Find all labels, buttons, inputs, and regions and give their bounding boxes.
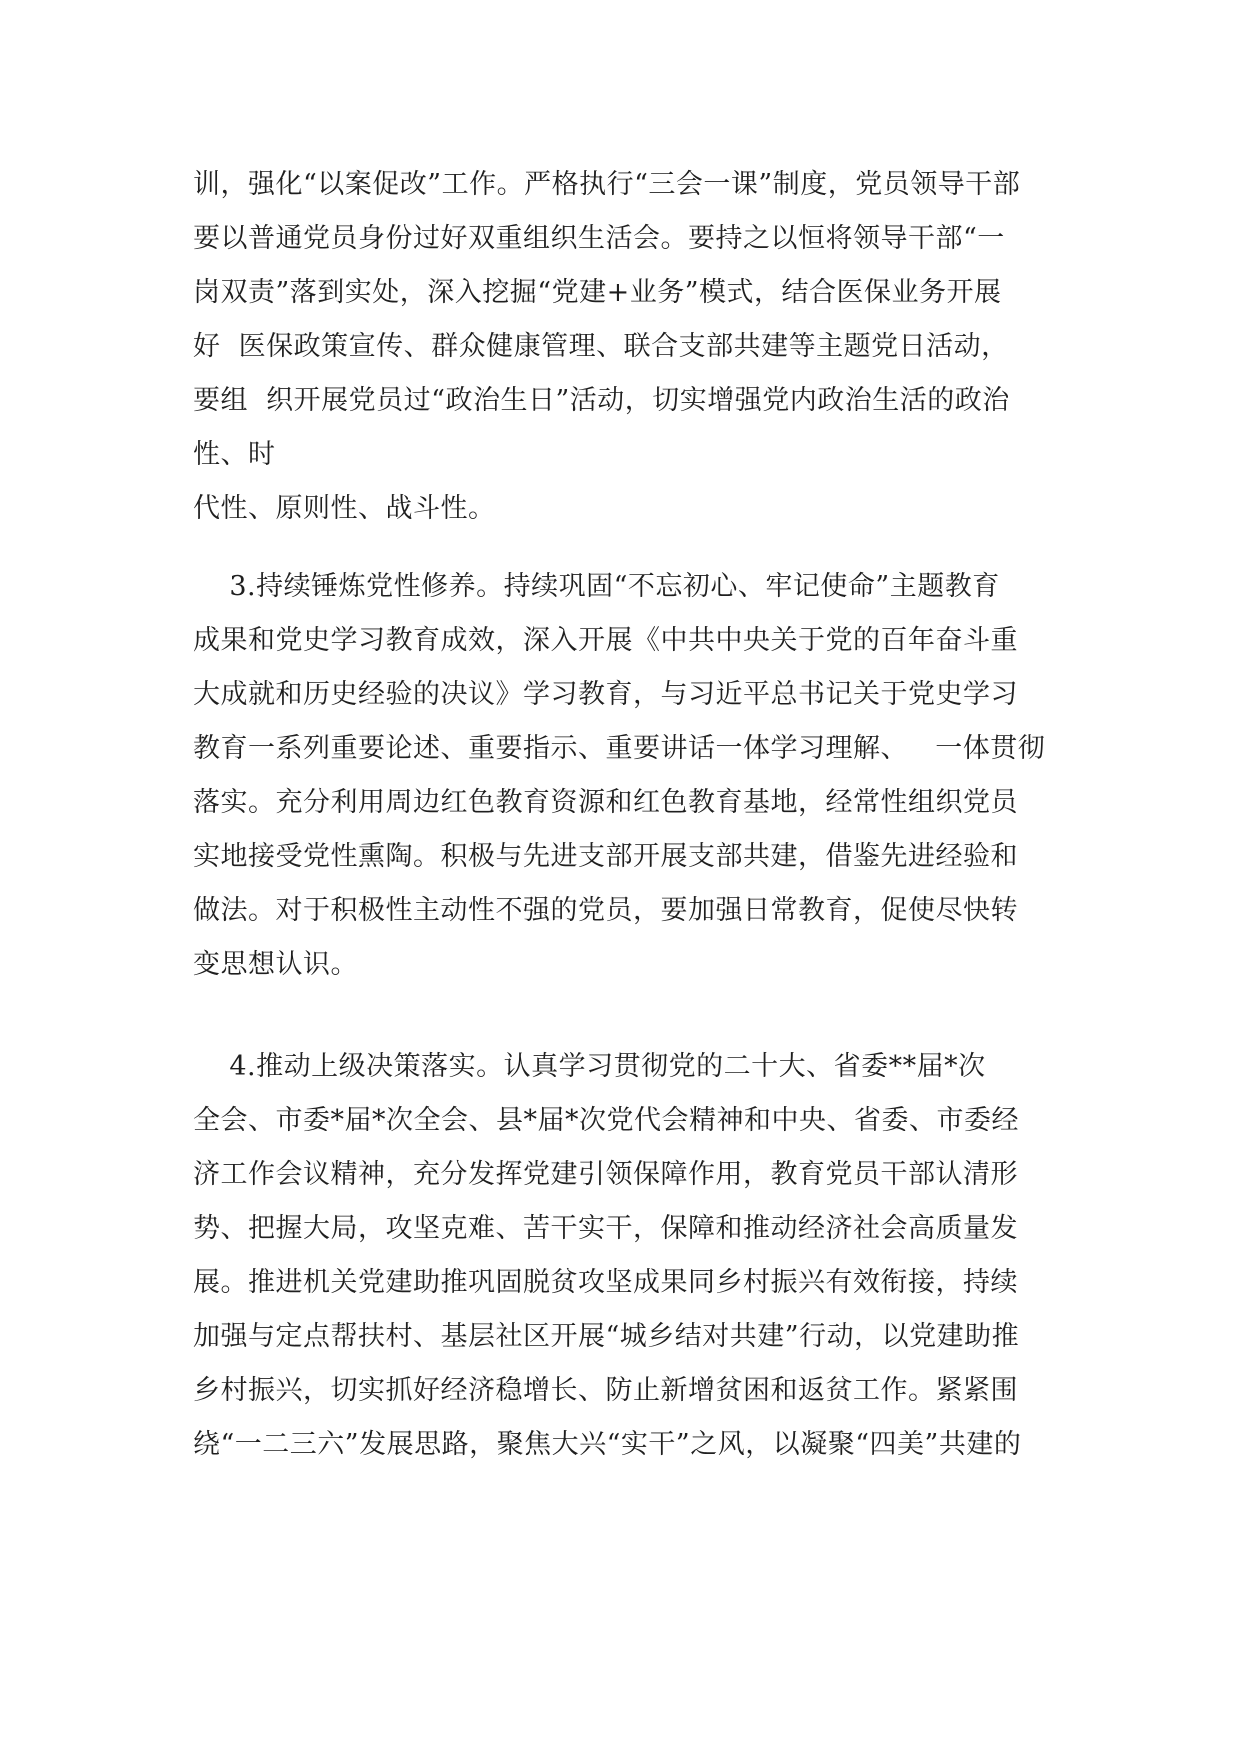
text-line: 岗双责”落到实处，深入挖掘“党建+业务”模式，结合医保业务开展 xyxy=(193,277,1002,308)
text-line: 变思想认识。 xyxy=(193,949,358,980)
text-line: 训，强化“以案促改”工作。严格执行“三会一课”制度，党员领导干部 xyxy=(193,169,1021,200)
text-line: 代性、原则性、战斗性。 xyxy=(193,493,496,524)
text-line: 落实。充分利用周边红色教育资源和红色教育基地，经常性组织党员 xyxy=(193,787,1018,818)
text-line: 好 医保政策宣传、群众健康管理、联合支部共建等主题党日活动， xyxy=(193,331,1009,362)
paragraph-3 xyxy=(193,1040,1053,1472)
paragraph-2 xyxy=(193,560,1053,992)
text-line: 绕“一二三六”发展思路，聚焦大兴“实干”之风，以凝聚“四美”共建的 xyxy=(193,1429,1022,1460)
text-line: 全会、市委*届*次全会、县*届*次党代会精神和中央、省委、市委经 xyxy=(193,1105,1019,1136)
text-line: 实地接受党性熏陶。积极与先进支部开展支部共建，借鉴先进经验和 xyxy=(193,841,1018,872)
text-line: 大成就和历史经验的决议》学习教育，与习近平总书记关于党史学习 xyxy=(193,679,1018,710)
text-line: 要组 织开展党员过“政治生日”活动，切实增强党内政治生活的政治 xyxy=(193,385,1010,416)
text-line: 4.推动上级决策落实。认真学习贯彻党的二十大、省委**届*次 xyxy=(193,1051,986,1082)
text-line: 加强与定点帮扶村、基层社区开展“城乡结对共建”行动，以党建助推 xyxy=(193,1321,1020,1352)
text-line: 3.持续锤炼党性修养。持续巩固“不忘初心、牢记使命”主题教育 xyxy=(193,571,1000,602)
text-line: 展。推进机关党建助推巩固脱贫攻坚成果同乡村振兴有效衔接，持续 xyxy=(193,1267,1018,1298)
text-line: 性、时 xyxy=(193,439,276,470)
paragraph-1 xyxy=(193,158,1053,536)
text-line: 做法。对于积极性主动性不强的党员，要加强日常教育，促使尽快转 xyxy=(193,895,1018,926)
text-line: 教育一系列重要论述、重要指示、重要讲话一体学习理解、 一体贯彻 xyxy=(193,733,1046,764)
text-line: 势、把握大局，攻坚克难、苦干实干，保障和推动经济社会高质量发 xyxy=(193,1213,1018,1244)
text-line: 要以普通党员身份过好双重组织生活会。要持之以恒将领导干部“一 xyxy=(193,223,1005,254)
text-line: 成果和党史学习教育成效，深入开展《中共中央关于党的百年奋斗重 xyxy=(193,625,1018,656)
text-line: 乡村振兴，切实抓好经济稳增长、防止新增贫困和返贫工作。紧紧围 xyxy=(193,1375,1018,1406)
text-line: 济工作会议精神，充分发挥党建引领保障作用，教育党员干部认清形 xyxy=(193,1159,1018,1190)
